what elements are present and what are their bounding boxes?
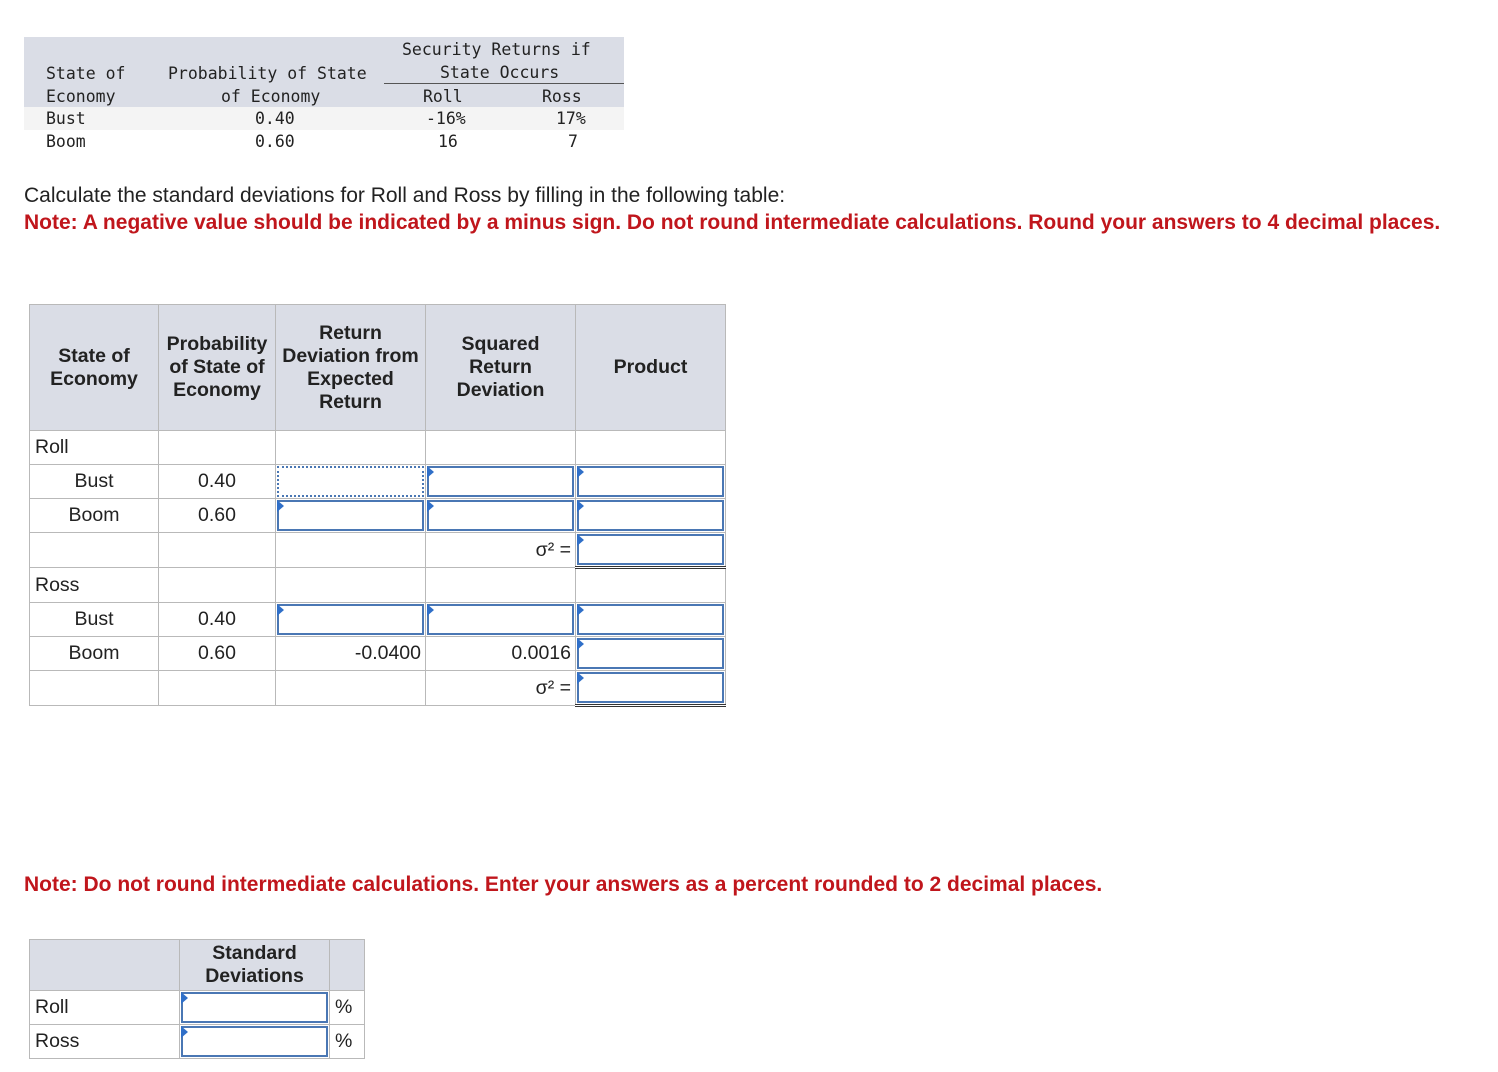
roll-section-row xyxy=(30,431,726,465)
probability-value: 0.40 xyxy=(159,603,276,637)
empty-cell xyxy=(426,431,576,465)
sd-roll-cell xyxy=(180,991,330,1025)
header-state-line2: Economy xyxy=(46,87,116,106)
input-marker-icon xyxy=(277,500,284,512)
header-divider xyxy=(384,83,624,84)
empty-cell xyxy=(426,568,576,603)
percent-sign: % xyxy=(330,991,365,1025)
sd-ross-label: Ross xyxy=(30,1025,180,1059)
header-text: Economy xyxy=(173,379,261,401)
roll-boom-product-cell xyxy=(576,499,726,533)
given-ross: 7 xyxy=(568,132,578,151)
input-marker-icon xyxy=(427,604,434,616)
empty-cell xyxy=(276,533,426,568)
roll-bust-row xyxy=(30,465,726,499)
input-marker-icon xyxy=(577,466,584,478)
input-marker-icon xyxy=(577,604,584,616)
header-product: Product xyxy=(576,305,726,431)
roll-bust-squared-cell xyxy=(426,465,576,499)
state-label: Boom xyxy=(30,499,159,533)
input-marker-icon xyxy=(181,1026,188,1038)
ross-boom-product-cell xyxy=(576,637,726,671)
input-marker-icon xyxy=(277,604,284,616)
input-marker-icon xyxy=(427,500,434,512)
header-text: Return xyxy=(319,390,382,413)
ross-bust-product-cell xyxy=(576,603,726,637)
input-marker-icon xyxy=(577,534,584,546)
ross-boom-product-input[interactable] xyxy=(577,638,724,669)
given-state: Bust xyxy=(46,109,86,128)
header-text: Squared xyxy=(461,333,540,355)
header-text: Return xyxy=(469,356,532,378)
ross-boom-squared-value: 0.0016 xyxy=(426,637,576,671)
sd-roll-row xyxy=(30,991,365,1025)
sd-roll-input[interactable] xyxy=(181,992,328,1023)
roll-variance-row xyxy=(30,533,726,568)
instructions xyxy=(24,182,1444,236)
sd-ross-input[interactable] xyxy=(181,1026,328,1057)
roll-bust-product-input[interactable] xyxy=(577,466,724,497)
variance-work-table xyxy=(29,304,726,707)
ross-boom-deviation-value: -0.0400 xyxy=(276,637,426,671)
empty-cell xyxy=(30,533,159,568)
input-marker-icon xyxy=(427,466,434,478)
header-text: Deviation from xyxy=(282,344,419,367)
header-text: of State of xyxy=(169,356,265,378)
header-return-deviation xyxy=(276,305,426,431)
input-marker-icon xyxy=(577,672,584,684)
standard-deviation-table xyxy=(29,939,365,1059)
header-text: Deviation xyxy=(456,379,545,401)
given-table-header xyxy=(24,37,624,107)
percent-sign: % xyxy=(330,1025,365,1059)
empty-cell xyxy=(276,568,426,603)
probability-value: 0.60 xyxy=(159,637,276,671)
header-text: Deviations xyxy=(205,965,304,987)
instruction-note: Note: A negative value should be indicated by a minus sign. Do not round intermediate calculations. Round your answers to 4 decimal places. xyxy=(24,211,1441,234)
header-text: Probability xyxy=(166,333,268,355)
given-roll: 16 xyxy=(438,132,458,151)
sd-header-label xyxy=(180,940,330,991)
header-text: Economy xyxy=(50,367,138,390)
roll-boom-deviation-cell xyxy=(276,499,426,533)
header-state-line1: State of xyxy=(46,64,126,83)
header-squared-deviation xyxy=(426,305,576,431)
ross-section-row xyxy=(30,568,726,603)
ross-label: Ross xyxy=(30,568,159,603)
instruction-text: Calculate the standard deviations for Roll and Ross by filling in the following table: xyxy=(24,184,786,207)
given-roll: -16% xyxy=(426,109,466,128)
given-prob: 0.60 xyxy=(255,132,295,151)
ross-bust-deviation-cell xyxy=(276,603,426,637)
header-security-line2: State Occurs xyxy=(440,63,560,82)
header-text: Standard xyxy=(212,942,297,964)
roll-bust-deviation-input[interactable] xyxy=(277,466,424,497)
roll-boom-deviation-input[interactable] xyxy=(277,500,424,531)
empty-cell xyxy=(276,671,426,706)
roll-boom-product-input[interactable] xyxy=(577,500,724,531)
empty-cell xyxy=(159,533,276,568)
probability-value: 0.40 xyxy=(159,465,276,499)
state-label: Bust xyxy=(30,465,159,499)
percent-note: Note: Do not round intermediate calculations. Enter your answers as a percent rounded to 2 decimal places. xyxy=(24,873,1103,896)
ross-boom-row xyxy=(30,637,726,671)
given-state: Boom xyxy=(46,132,86,151)
sd-header-empty xyxy=(30,940,180,991)
empty-cell xyxy=(576,431,726,465)
ross-variance-row xyxy=(30,671,726,706)
sd-header-unit xyxy=(330,940,365,991)
given-data-table xyxy=(24,37,624,153)
ross-bust-row xyxy=(30,603,726,637)
roll-boom-squared-cell xyxy=(426,499,576,533)
state-label: Boom xyxy=(30,637,159,671)
roll-bust-product-cell xyxy=(576,465,726,499)
probability-value: 0.60 xyxy=(159,499,276,533)
header-ross: Ross xyxy=(542,87,582,106)
ross-variance-label: σ² = xyxy=(426,671,576,706)
sd-header-row xyxy=(30,940,365,991)
header-text: Return xyxy=(319,321,382,344)
given-ross: 17% xyxy=(556,109,586,128)
roll-variance-cell xyxy=(576,533,726,568)
empty-cell xyxy=(30,671,159,706)
ross-variance-input[interactable] xyxy=(577,672,724,703)
sd-roll-label: Roll xyxy=(30,991,180,1025)
roll-bust-squared-input[interactable] xyxy=(427,466,574,497)
header-probability xyxy=(159,305,276,431)
work-header-row xyxy=(30,305,726,431)
ross-bust-squared-input[interactable] xyxy=(427,604,574,635)
header-text: State of xyxy=(58,344,130,367)
header-security-line1: Security Returns if xyxy=(402,40,591,59)
header-text: Expected xyxy=(307,367,394,390)
input-marker-icon xyxy=(577,638,584,650)
roll-label: Roll xyxy=(30,431,159,465)
state-label: Bust xyxy=(30,603,159,637)
roll-boom-row xyxy=(30,499,726,533)
given-row-boom xyxy=(24,130,624,153)
empty-cell xyxy=(159,671,276,706)
roll-variance-input[interactable] xyxy=(577,534,724,565)
empty-cell xyxy=(159,568,276,603)
ross-bust-deviation-input[interactable] xyxy=(277,604,424,635)
input-marker-icon xyxy=(577,500,584,512)
header-prob-line1: Probability of State xyxy=(168,64,367,83)
sd-ross-row xyxy=(30,1025,365,1059)
ross-variance-cell xyxy=(576,671,726,706)
header-roll: Roll xyxy=(423,87,463,106)
ross-bust-squared-cell xyxy=(426,603,576,637)
given-prob: 0.40 xyxy=(255,109,295,128)
empty-cell xyxy=(576,568,726,603)
roll-boom-squared-input[interactable] xyxy=(427,500,574,531)
empty-cell xyxy=(159,431,276,465)
ross-bust-product-input[interactable] xyxy=(577,604,724,635)
empty-cell xyxy=(276,431,426,465)
input-marker-icon xyxy=(181,992,188,1004)
roll-bust-deviation-cell xyxy=(276,465,426,499)
header-state-of-economy xyxy=(30,305,159,431)
sd-ross-cell xyxy=(180,1025,330,1059)
given-row-bust xyxy=(24,107,624,130)
header-prob-line2: of Economy xyxy=(221,87,321,106)
roll-variance-label: σ² = xyxy=(426,533,576,568)
